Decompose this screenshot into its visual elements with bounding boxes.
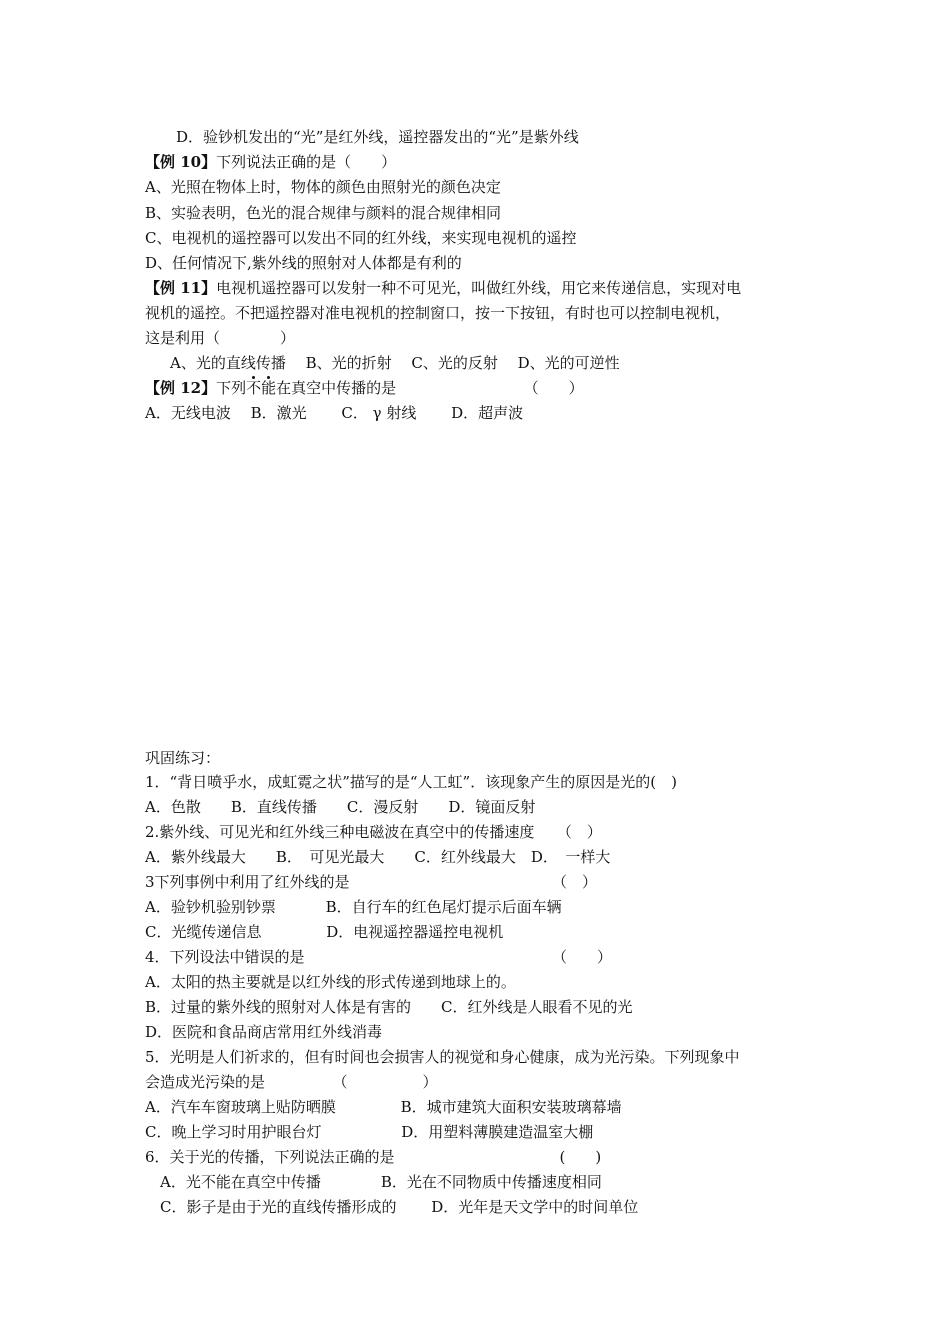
example-10-question: 下列说法正确的是（ ）	[216, 153, 397, 171]
practice-q4-option-d: D．医院和食品商店常用红外线消毒	[145, 1023, 383, 1041]
practice-q5-options-cd: C．晚上学习时用护眼台灯 D．用塑料薄膜建造温室大棚	[145, 1123, 594, 1141]
practice-q5-line1: 5．光明是人们祈求的，但有时间也会损害人的视觉和身心健康，成为光污染。下列现象中	[145, 1048, 740, 1066]
example-11-options: A、光的直线传播 B、光的折射 C、光的反射 D、光的可逆性	[170, 354, 620, 372]
example-10-option-b: B、实验表明，色光的混合规律与颜料的混合规律相同	[145, 204, 502, 222]
example-10-option-c: C、电视机的遥控器可以发出不同的红外线，来实现电视机的遥控	[145, 229, 577, 247]
example-12-stem	[145, 379, 584, 397]
practice-q5-line2: 会造成光污染的是 （ ）	[145, 1073, 438, 1091]
practice-q1-options: A．色散 B．直线传播 C．漫反射 D．镜面反射	[145, 798, 536, 816]
practice-q1: 1．“背日喷乎水，成虹霓之状”描写的是“人工虹”．该现象产生的原因是光的( )	[145, 773, 677, 791]
example-11-stem-line3: 这是利用（ ）	[145, 329, 296, 347]
example-12-options: A．无线电波 B．激光 C． γ 射线 D．超声波	[145, 404, 524, 422]
example-10-tag: 【例 10】	[145, 153, 217, 171]
practice-q6-options-cd: C．影子是由于光的直线传播形成的 D．光年是天文学中的时间单位	[160, 1198, 639, 1216]
example-10-option-a: A、光照在物体上时，物体的颜色由照射光的颜色决定	[145, 178, 501, 196]
practice-q4-option-a: A．太阳的热主要就是以红外线的形式传递到地球上的。	[145, 973, 516, 991]
practice-q2: 2.紫外线、可见光和红外线三种电磁波在真空中的传播速度 （ ）	[145, 823, 602, 841]
practice-q6: 6．关于光的传播，下列说法正确的是 ( )	[145, 1148, 602, 1166]
practice-q4-options-bc: B．过量的紫外线的照射对人体是有害的 C．红外线是人眼看不见的光	[145, 998, 633, 1016]
practice-q3: 3下列事例中利用了红外线的是 （ ）	[145, 873, 598, 891]
practice-q3-options-ab: A．验钞机验别钞票 B．自行车的红色尾灯提示后面车辆	[145, 898, 562, 916]
example-10-stem	[145, 153, 396, 171]
practice-heading: 巩固练习：	[145, 749, 221, 767]
example-12-question-post: 在真空中传播的是 （ ）	[276, 379, 584, 397]
example-10-option-d: D、任何情况下,紫外线的照射对人体都是有利的	[145, 254, 462, 272]
emphasis-dot-char: 能	[261, 379, 277, 397]
example-12-tag: 【例 12】	[145, 379, 217, 397]
practice-q6-options-ab: A．光不能在真空中传播 B．光在不同物质中传播速度相同	[160, 1173, 602, 1191]
emphasis-dot-char: 不	[246, 379, 262, 397]
example-11-stem-line1	[145, 279, 741, 297]
example9-option-d: D．验钞机发出的“光”是红外线，遥控器发出的“光”是紫外线	[176, 128, 579, 146]
practice-q4: 4．下列设法中错误的是 （ ）	[145, 948, 613, 966]
example-11-stem-line2: 视机的遥控。不把遥控器对准电视机的控制窗口，按一下按钮，有时也可以控制电视机，	[145, 304, 731, 322]
practice-q2-options: A．紫外线最大 B． 可见光最大 C．红外线最大 D． 一样大	[145, 848, 611, 866]
practice-q5-options-ab: A．汽车车窗玻璃上贴防晒膜 B．城市建筑大面积安装玻璃幕墙	[145, 1098, 622, 1116]
example-11-tag: 【例 11】	[145, 279, 217, 297]
example-12-question-pre: 下列	[216, 379, 247, 397]
example-11-question-1: 电视机遥控器可以发射一种不可见光，叫做红外线，用它来传递信息，实现对电	[216, 279, 742, 297]
practice-q3-options-cd: C．光缆传递信息 D．电视遥控器遥控电视机	[145, 923, 504, 941]
